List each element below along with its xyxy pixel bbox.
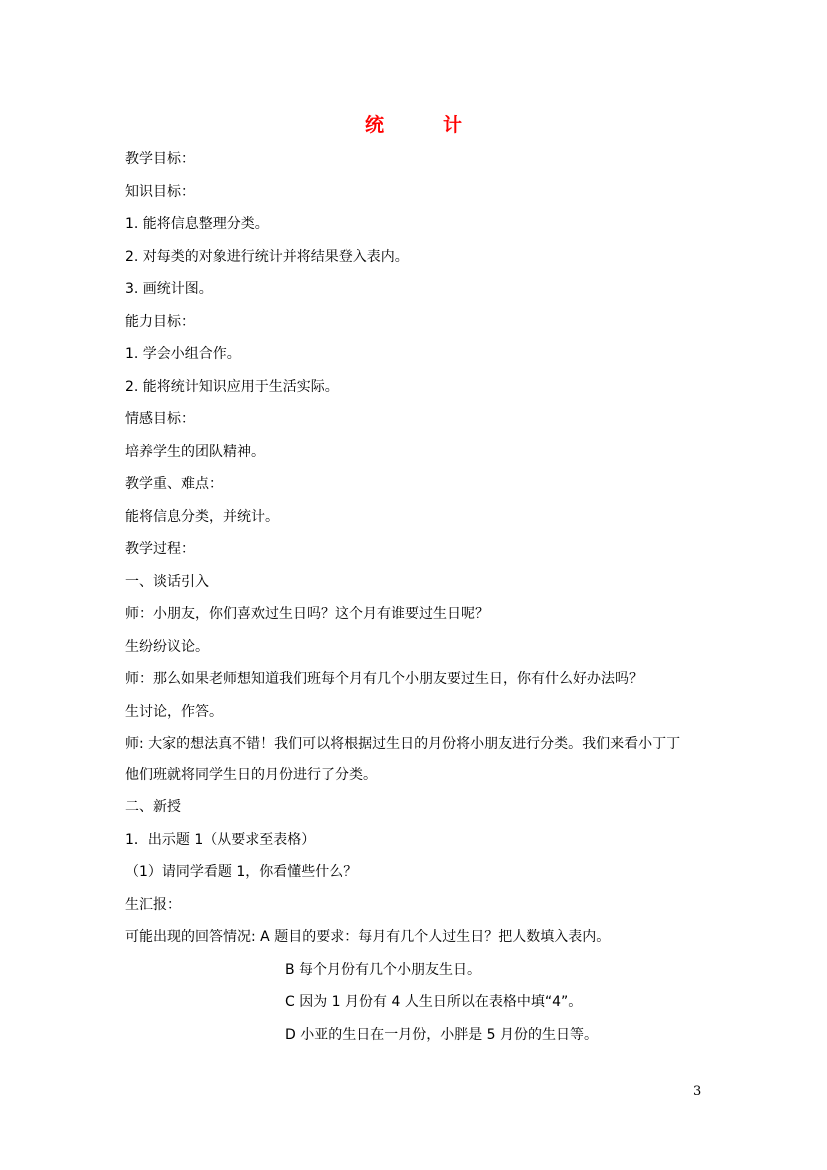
body-line: 教学过程： bbox=[125, 541, 195, 557]
body-line: 一、谈话引入 bbox=[125, 573, 209, 590]
body-line: 师: 大家的想法真不错！我们可以将根据过生日的月份将小朋友进行分类。我们来看小丁丁 bbox=[125, 736, 681, 752]
body-line: 1．出示题 1（从要求至表格） bbox=[125, 831, 316, 848]
body-line: 培养学生的团队精神。 bbox=[125, 443, 265, 460]
answer-option-d: D 小亚的生日在一月份，小胖是 5 月份的生日等。 bbox=[285, 1026, 599, 1043]
body-line: 教学目标： bbox=[125, 151, 195, 167]
body-line: 能将信息分类，并统计。 bbox=[125, 508, 279, 525]
body-line: （1）请同学看题 1，你看懂些什么？ bbox=[125, 864, 358, 880]
body-line: 生汇报： bbox=[125, 896, 181, 913]
body-line: 2. 对每类的对象进行统计并将结果登入表内。 bbox=[125, 248, 409, 265]
body-line: 3. 画统计图。 bbox=[125, 281, 213, 297]
answer-option-b: B 每个月份有几个小朋友生日。 bbox=[285, 961, 482, 978]
body-line: 可能出现的回答情况: A 题目的要求：每月有几个人过生日？把人数填入表内。 bbox=[125, 929, 611, 945]
body-line: 师：那么如果老师想知道我们班每个月有几个小朋友要过生日，你有什么好办法吗？ bbox=[125, 671, 643, 687]
body-line: 生纷纷议论。 bbox=[125, 638, 209, 655]
body-line: 师：小朋友，你们喜欢过生日吗？这个月有谁要过生日呢？ bbox=[125, 606, 489, 622]
body-line: 1. 能将信息整理分类。 bbox=[125, 216, 269, 232]
document-body bbox=[125, 149, 715, 1057]
body-line: 生讨论，作答。 bbox=[125, 703, 223, 720]
body-line: 二、新授 bbox=[125, 799, 181, 815]
body-line: 知识目标： bbox=[125, 183, 195, 200]
body-line: 教学重、难点： bbox=[125, 476, 223, 492]
body-line: 1. 学会小组合作。 bbox=[125, 346, 241, 362]
body-line: 能力目标： bbox=[125, 313, 195, 330]
answer-option-c: C 因为 1 月份有 4 人生日所以在表格中填“4”。 bbox=[285, 994, 583, 1010]
body-line: 情感目标： bbox=[125, 411, 195, 427]
document-title: 统 计 bbox=[364, 114, 482, 136]
body-line: 2. 能将统计知识应用于生活实际。 bbox=[125, 378, 339, 395]
body-line-continued: 他们班就将同学生日的月份进行了分类。 bbox=[125, 766, 377, 783]
page-number: 3 bbox=[693, 1084, 702, 1099]
